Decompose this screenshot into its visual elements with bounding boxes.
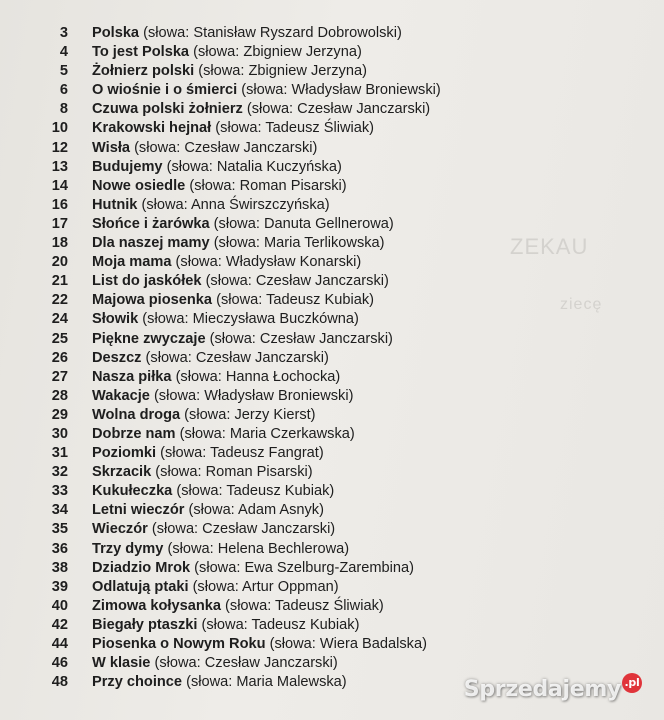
page-number: 31 [51, 445, 68, 462]
entry-text [92, 597, 384, 616]
toc-entry [0, 62, 664, 81]
toc-entry [0, 597, 664, 616]
entry-text [92, 387, 353, 406]
toc-entry [0, 578, 664, 597]
entry-text [92, 406, 316, 425]
toc-entry [0, 81, 664, 100]
entry-text [92, 291, 374, 310]
toc-entry [0, 158, 664, 177]
lyricist-credit: (słowa: Jerzy Kierst) [184, 406, 316, 423]
page-number: 32 [51, 464, 68, 481]
song-title: Piękne zwyczaje [92, 330, 206, 347]
entry-text [92, 368, 340, 387]
lyricist-credit: (słowa: Czesław Janczarski) [209, 330, 393, 347]
entry-text [92, 24, 402, 43]
toc-entry [0, 349, 664, 368]
page-number: 20 [51, 254, 68, 271]
entry-text [92, 310, 359, 329]
lyricist-credit: (słowa: Maria Terlikowska) [213, 235, 385, 252]
toc-entry [0, 139, 664, 158]
entry-text [92, 673, 347, 692]
page-number: 30 [51, 425, 68, 442]
lyricist-credit: (słowa: Danuta Gellnerowa) [213, 215, 394, 232]
lyricist-credit: (słowa: Maria Malewska) [186, 674, 347, 691]
toc-entry [0, 310, 664, 329]
song-title: Żołnierz polski [92, 63, 195, 80]
lyricist-credit: (słowa: Maria Czerkawska) [179, 425, 355, 442]
entry-text [92, 520, 335, 539]
song-title: Wolna droga [92, 406, 181, 423]
song-title: Dobrze nam [92, 425, 176, 442]
toc-entry [0, 387, 664, 406]
page-number: 5 [59, 63, 68, 80]
song-title: Nowe osiedle [92, 177, 186, 194]
page-number: 42 [51, 616, 68, 633]
lyricist-credit: (słowa: Czesław Janczarski) [246, 101, 431, 118]
song-title: Krakowski hejnał [92, 120, 212, 137]
page-number: 40 [51, 597, 68, 614]
song-title: Odlatują ptaki [92, 578, 189, 595]
page-number: 13 [51, 158, 68, 175]
page-number: 25 [51, 330, 68, 347]
entry-text [92, 654, 338, 673]
toc-entry [0, 119, 664, 138]
lyricist-credit: (słowa: Ewa Szelburg-Zarembina) [194, 559, 414, 576]
lyricist-credit: (słowa: Tadeusz Fangrat) [160, 445, 324, 462]
page-number: 27 [51, 368, 68, 385]
song-title: Zimowa kołysanka [92, 597, 221, 614]
entry-text [92, 234, 385, 253]
song-title: Dziadzio Mrok [92, 559, 191, 576]
entry-text [92, 62, 367, 81]
song-title: Wieczór [92, 521, 148, 538]
song-title: Kukułeczka [92, 483, 173, 500]
song-title: Hutnik [92, 196, 138, 213]
page-number: 8 [59, 101, 68, 118]
entry-text [92, 578, 339, 597]
song-title: Nasza piłka [92, 368, 172, 385]
entry-text [92, 540, 349, 559]
page-number: 22 [51, 292, 68, 309]
lyricist-credit: (słowa: Czesław Janczarski) [151, 521, 336, 538]
page-number: 39 [51, 578, 68, 595]
lyricist-credit: (słowa: Tadeusz Kubiak) [216, 292, 375, 309]
lyricist-credit: (słowa: Zbigniew Jerzyna) [198, 63, 367, 80]
watermark-badge: .pl [622, 673, 642, 693]
toc-entry [0, 24, 664, 43]
lyricist-credit: (słowa: Stanisław Ryszard Dobrowolski) [143, 25, 402, 41]
song-title: Deszcz [92, 349, 142, 366]
lyricist-credit: (słowa: Czesław Janczarski) [145, 349, 329, 366]
lyricist-credit: (słowa: Czesław Janczarski) [154, 655, 338, 672]
song-title: Piosenka o Nowym Roku [92, 636, 266, 652]
entry-text [92, 349, 329, 368]
entry-text [92, 139, 317, 158]
sprzedajemy-watermark: Sprzedajemy .pl [464, 673, 642, 702]
toc-entry [0, 616, 664, 635]
lyricist-credit: (słowa: Helena Bechlerowa) [167, 540, 350, 557]
entry-text [92, 272, 389, 291]
entry-text [92, 425, 355, 444]
table-of-contents [0, 24, 664, 692]
entry-text [92, 81, 441, 100]
toc-entry [0, 406, 664, 425]
song-title: Wakacje [92, 387, 150, 404]
toc-entry [0, 501, 664, 520]
song-title: W klasie [92, 655, 151, 672]
entry-text [92, 100, 430, 119]
song-title: Poziomki [92, 445, 157, 462]
lyricist-credit: (słowa: Tadeusz Śliwiak) [225, 597, 384, 614]
entry-text [92, 158, 342, 177]
toc-entry [0, 177, 664, 196]
page-number: 26 [51, 349, 68, 366]
song-title: List do jaskółek [92, 273, 202, 290]
toc-entry [0, 444, 664, 463]
song-title: Biegały ptaszki [92, 616, 198, 633]
song-title: To jest Polska [92, 44, 190, 61]
song-title: Słońce i żarówka [92, 215, 210, 232]
entry-text [92, 559, 414, 578]
page-number: 28 [51, 387, 68, 404]
page-number: 46 [51, 655, 68, 672]
toc-entry [0, 272, 664, 291]
lyricist-credit: (słowa: Władysław Broniewski) [241, 82, 441, 99]
toc-entry [0, 215, 664, 234]
page-number: 12 [51, 139, 68, 156]
song-title: O wiośnie i o śmierci [92, 82, 238, 99]
page-number: 16 [51, 196, 68, 213]
song-title: Dla naszej mamy [92, 235, 210, 252]
toc-entry [0, 520, 664, 539]
entry-text [92, 501, 324, 520]
toc-entry [0, 100, 664, 119]
entry-text [92, 616, 359, 635]
lyricist-credit: (słowa: Anna Świrszczyńska) [141, 196, 330, 213]
toc-entry [0, 253, 664, 272]
page-number: 4 [59, 44, 68, 61]
lyricist-credit: (słowa: Hanna Łochocka) [175, 368, 341, 385]
entry-text [92, 177, 347, 196]
song-title: Trzy dymy [92, 540, 164, 557]
lyricist-credit: (słowa: Zbigniew Jerzyna) [193, 44, 362, 61]
page-number: 14 [51, 177, 68, 194]
page-number: 34 [51, 502, 68, 519]
entry-text [92, 330, 393, 349]
entry-text [92, 215, 394, 234]
song-title: Moja mama [92, 254, 172, 271]
lyricist-credit: (słowa: Adam Asnyk) [188, 502, 324, 519]
entry-text [92, 482, 334, 501]
page-number: 29 [51, 406, 68, 423]
lyricist-credit: (słowa: Czesław Janczarski) [134, 139, 318, 156]
song-title: Wisła [92, 139, 130, 156]
lyricist-credit: (słowa: Władysław Broniewski) [153, 387, 354, 404]
page-number: 18 [51, 235, 68, 252]
toc-entry [0, 196, 664, 215]
song-title: Letni wieczór [92, 502, 185, 519]
page-number: 21 [51, 273, 68, 290]
toc-entry [0, 463, 664, 482]
toc-entry [0, 368, 664, 387]
toc-entry [0, 654, 664, 673]
show-through-text: ziecę [560, 296, 603, 313]
toc-entry [0, 330, 664, 349]
song-title: Skrzacik [92, 464, 152, 481]
page-number: 38 [51, 559, 68, 576]
lyricist-credit: (słowa: Tadeusz Śliwiak) [215, 120, 374, 137]
page-number: 6 [59, 82, 68, 99]
lyricist-credit: (słowa: Roman Pisarski) [155, 464, 313, 481]
entry-text [92, 43, 362, 62]
entry-text [92, 253, 361, 272]
toc-entry [0, 559, 664, 578]
song-title: Słowik [92, 311, 139, 328]
page-number: 10 [51, 120, 68, 137]
entry-text [92, 196, 330, 215]
page-number: 24 [51, 311, 68, 328]
lyricist-credit: (słowa: Tadeusz Kubiak) [176, 483, 335, 500]
song-title: Przy choince [92, 674, 183, 691]
page-number: 36 [51, 540, 68, 557]
toc-entry [0, 482, 664, 501]
entry-text [92, 635, 427, 654]
lyricist-credit: (słowa: Czesław Janczarski) [205, 273, 389, 290]
song-title: Polska [92, 25, 140, 41]
page-number: 35 [51, 521, 68, 538]
song-title: Majowa piosenka [92, 292, 213, 309]
page-number: 33 [51, 483, 68, 500]
lyricist-credit: (słowa: Natalia Kuczyńska) [166, 158, 342, 175]
lyricist-credit: (słowa: Tadeusz Kubiak) [201, 616, 360, 633]
lyricist-credit: (słowa: Wiera Badalska) [269, 636, 427, 652]
page-number: 3 [59, 25, 68, 41]
entry-text [92, 119, 374, 138]
page-number: 17 [51, 215, 68, 232]
lyricist-credit: (słowa: Władysław Konarski) [175, 254, 362, 271]
lyricist-credit: (słowa: Mieczysława Buczkówna) [142, 311, 359, 328]
toc-entry [0, 540, 664, 559]
toc-entry [0, 234, 664, 253]
toc-entry [0, 425, 664, 444]
toc-entry [0, 43, 664, 62]
toc-entry [0, 635, 664, 654]
page-number: 44 [51, 636, 68, 652]
lyricist-credit: (słowa: Roman Pisarski) [189, 177, 347, 194]
entry-text [92, 463, 313, 482]
toc-entry [0, 291, 664, 310]
lyricist-credit: (słowa: Artur Oppman) [192, 578, 339, 595]
entry-text [92, 444, 324, 463]
song-title: Budujemy [92, 158, 163, 175]
show-through-text: ZEKAU [510, 234, 589, 259]
song-title: Czuwa polski żołnierz [92, 101, 243, 118]
page-number: 48 [51, 674, 68, 691]
